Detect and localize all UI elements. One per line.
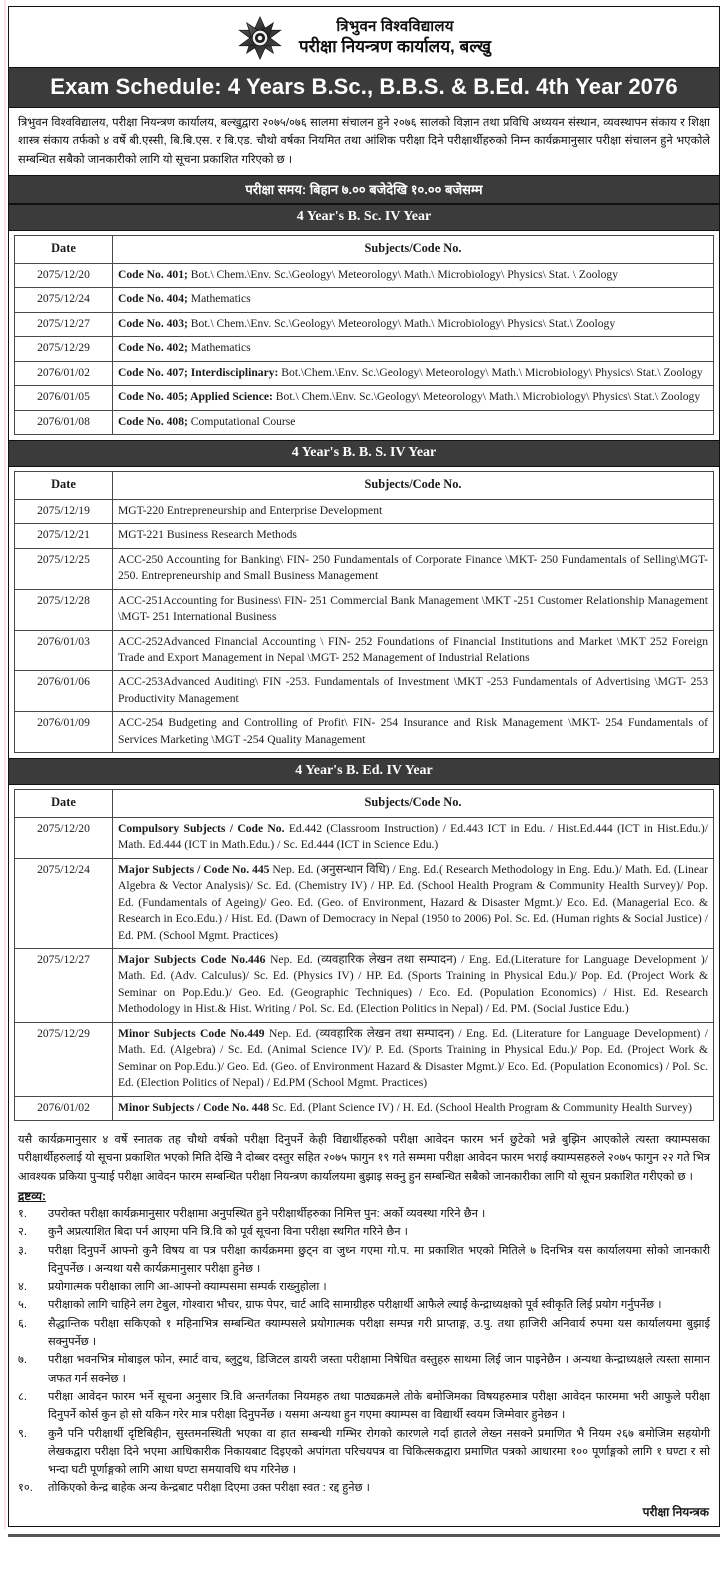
note-number: ३. xyxy=(18,1244,28,1257)
note-number: १०. xyxy=(18,1482,33,1495)
cell-date: 2075/12/28 xyxy=(15,589,113,630)
subject-code-label: Compulsory Subjects / Code No. xyxy=(118,821,285,835)
cell-date: 2076/01/03 xyxy=(15,630,113,671)
note-item xyxy=(18,1351,710,1388)
schedule-sections xyxy=(9,204,719,1126)
subject-detail-text: Mathematics xyxy=(187,341,251,355)
office-name: परीक्षा नियन्त्रण कार्यालय, बल्खु xyxy=(299,37,491,57)
subject-detail-text: Bot.\Chem.\Env. Sc.\Geology\ Meteorology\ Math.\ Microbiology\ Physics\ Stat.\ Zoology xyxy=(278,365,703,379)
note-number: ४. xyxy=(18,1281,28,1294)
note-text: सैद्धान्तिक परीक्षा सकिएको १ महिनाभित्र सम्बन्धित क्याम्पसले प्रयोगात्मक परीक्षा सम्पन्न गरी प्राप्ताङ्ग, उ.पु. तथा हाजिरी अनिवार्य रुपमा यस कार्यालयमा बुझाई सक्नुपर्नेछ । xyxy=(48,1317,710,1349)
table-row xyxy=(15,949,714,1023)
cell-subjects xyxy=(113,499,714,523)
table-row xyxy=(15,361,714,385)
note-text: परीक्षा दिनुपर्ने आफ्नो कुनै विषय वा पत्र परीक्षा कार्यक्रममा छुट्न वा जुध्न गएमा गो.प. मा प्रकाशित भएको मितिले ७ दिनभित्र यस कार्यालयमा सोको जानकारी दिनुपर्नेछ । अन्यथा यसै कार्यक्रमानुसार परीक्षा हुनेछ । xyxy=(48,1244,710,1275)
subject-detail-text: ACC-254 Budgeting and Controlling of Profit\ FIN- 254 Insurance and Risk Management \MKT- 254 Fundamentals of Services Marketing \MGT -254 Quality Management xyxy=(118,716,708,746)
subject-code-label: Code No. 401; xyxy=(118,268,188,282)
subject-code-label: Minor Subjects / Code No. 448 xyxy=(118,1100,270,1114)
cell-date: 2075/12/24 xyxy=(15,858,113,948)
note-number: १. xyxy=(18,1207,28,1220)
cell-date: 2075/12/21 xyxy=(15,524,113,548)
table-row xyxy=(15,630,714,671)
cell-date: 2076/01/02 xyxy=(15,361,113,385)
cell-date: 2075/12/24 xyxy=(15,288,113,312)
schedule-table-wrapper xyxy=(9,467,719,758)
cell-date: 2075/12/27 xyxy=(15,949,113,1023)
schedule-table-wrapper xyxy=(9,785,719,1126)
tribhuvan-star-emblem-icon xyxy=(237,15,283,61)
subject-detail-text: Bot.\ Chem.\Env. Sc.\Geology\ Meteorology\ Math.\ Microbiology\ Physics\ Stat.\ Zoology xyxy=(187,316,616,330)
note-item xyxy=(18,1278,710,1296)
note-text: परीक्षा आवेदन फारम भर्ने सूचना अनुसार त्रि.वि अन्तर्गतका नियमहरु तथा पाठ्यक्रमले तोके बमोजिमका विषयहरुमात्र परीक्षा आवेदन फारममा भरी आफुले परीक्षा दिनुपर्ने कोर्स कुन हो सो यकिन गरेर मात्र परीक्षा दिनुपर्नेछ । यसमा अन्यथा हुन गएमा क्याम्पस वा विद्यार्थी स्वयम जिम्मेवार हुनेछन । xyxy=(48,1390,710,1422)
table-header-row xyxy=(15,472,714,500)
column-header-subjects: Subjects/Code No. xyxy=(113,236,714,264)
cell-date: 2075/12/29 xyxy=(15,337,113,361)
cell-subjects xyxy=(113,589,714,630)
note-item xyxy=(18,1205,710,1223)
cell-date: 2075/12/20 xyxy=(15,264,113,288)
exam-time-banner: परीक्षा समय: बिहान ७.०० बजेदेखि १०.०० बजेसम्म xyxy=(9,175,719,204)
masthead xyxy=(9,7,719,67)
page-tail xyxy=(8,1537,720,1581)
subject-code-label: Code No. 404; xyxy=(118,292,188,306)
table-header-row xyxy=(15,236,714,264)
cell-subjects xyxy=(113,1096,714,1120)
note-number: २. xyxy=(18,1226,28,1239)
note-text: प्रयोगात्मक परीक्षाका लागि आ-आफ्नो क्याम्पसमा सम्पर्क राख्नुहोला । xyxy=(48,1281,327,1294)
notes-list xyxy=(18,1205,710,1498)
note-text: परीक्षाको लागि चाहिने लग टेबुल, गोश्वारा भौचर, ग्राफ पेपर, चार्ट आदि सामाग्रीहरु परीक्षार्थी आफैले ल्याई केन्द्राध्यक्षको पूर्व स्वीकृति लिई प्रयोग गर्नुपर्नेछ । xyxy=(48,1299,662,1312)
subject-detail-text: Nep. Ed. (व्यवहारिक लेखन तथा सम्पादन) / Eng. Ed. (Literature for Language Development) / Math. Ed. (Algebra) / Sc. Ed. (Animal Science IV)/ P. Ed. (Sports Training in Physical Edu.)/ Pop. Ed. (Project Work & Seminar on Pop.Edu.)/ Geo. Ed. (Geo. of Environment Hazard & Disaster Mgmt.)/ Eco. Ed. (Population Economics) / Pol. Sc. Ed. (Election Politics of Nepal) / Ed.PM (School Mgmt. Practices) xyxy=(118,1026,708,1090)
cell-subjects xyxy=(113,1022,714,1096)
cell-subjects xyxy=(113,630,714,671)
column-header-subjects: Subjects/Code No. xyxy=(113,472,714,500)
signature-line: परीक्षा नियन्त्रक xyxy=(642,1504,709,1519)
subject-detail-text: MGT-220 Entrepreneurship and Enterprise Development xyxy=(118,503,383,517)
cell-subjects xyxy=(113,548,714,589)
subject-detail-text: Computational Course xyxy=(187,414,296,428)
note-item xyxy=(18,1223,710,1241)
table-row xyxy=(15,858,714,948)
subject-code-label: Code No. 402; xyxy=(118,341,188,355)
subject-code-label: Code No. 408; xyxy=(118,414,188,428)
note-item xyxy=(18,1242,710,1279)
note-item xyxy=(18,1388,710,1425)
schedule-table xyxy=(14,471,714,753)
note-item xyxy=(18,1296,710,1314)
table-row xyxy=(15,386,714,410)
table-row xyxy=(15,1022,714,1096)
table-row xyxy=(15,671,714,712)
table-row xyxy=(15,337,714,361)
subject-detail-text: MGT-221 Business Research Methods xyxy=(118,528,297,542)
intro-paragraph: त्रिभुवन विश्वविद्यालय, परीक्षा नियन्त्रण कार्यालय, बल्खुद्वारा २०७५/०७६ सालमा संचालन हुने २०७६ सालको विज्ञान तथा प्रविधि अध्ययन संस्थान, व्यवस्थापन संकाय र शिक्षा शास्त्र संकाय तर्फको ४ वर्षे बी.एस्सी, बि.बि.एस. र बि.एड. चौथो वर्षका नियमित तथा आंशिक परीक्षा दिने परीक्षार्थीहरुको निम्न कार्यक्रमानुसार परीक्षा संचालन हुने भएकोले सम्बन्धित सबैको जानकारीको लागि यो सूचना प्रकाशित गरिएको छ । xyxy=(18,117,710,166)
subject-detail-text: Mathematics xyxy=(187,292,251,306)
footer-notes xyxy=(9,1126,719,1500)
subject-code-label: Code No. 403; xyxy=(118,316,188,330)
subject-detail-text: Nep. Ed. (व्यवहारिक लेखन तथा सम्पादन) / Eng. Ed.(Literature for Language Development )/ Math. Ed. (Adv. Calculus)/ Sc. Ed. (Physics IV) / HP. Ed. (Sports Training in Physical Edu.)/ Pop. Ed. (Project Work & Seminar on Pop.Edu.)/ Geo. Ed. (Geographic Techniques) / Eco. Ed. (Population Economics) / Hist. Ed. Research Methodology in Hist.& Hist. Writing / Pol. Sc. Ed. (Election Politics in Nepal) / Ed. PM. (Social Justice Edu.) xyxy=(118,953,709,1016)
cell-date: 2075/12/29 xyxy=(15,1022,113,1096)
cell-subjects xyxy=(113,386,714,410)
note-item xyxy=(18,1425,710,1480)
subject-code-label: Major Subjects Code No.446 xyxy=(118,953,266,967)
table-row xyxy=(15,524,714,548)
note-number: ६. xyxy=(18,1317,28,1330)
schedule-table xyxy=(14,235,714,435)
cell-subjects xyxy=(113,524,714,548)
cell-subjects xyxy=(113,671,714,712)
section-title-bar: 4 Year's B. B. S. IV Year xyxy=(9,440,719,467)
cell-subjects xyxy=(113,817,714,858)
cell-subjects xyxy=(113,361,714,385)
table-row xyxy=(15,548,714,589)
cell-date: 2075/12/25 xyxy=(15,548,113,589)
table-row xyxy=(15,264,714,288)
section-title-bar: 4 Year's B. Ed. IV Year xyxy=(9,758,719,785)
cell-date: 2075/12/20 xyxy=(15,817,113,858)
table-row xyxy=(15,1096,714,1120)
table-row xyxy=(15,499,714,523)
note-number: ७. xyxy=(18,1354,28,1367)
note-number: ५. xyxy=(18,1299,28,1312)
column-header-date: Date xyxy=(15,236,113,264)
table-header-row xyxy=(15,790,714,818)
subject-detail-text: ACC-250 Accounting for Banking\ FIN- 250 Fundamentals of Corporate Finance \MKT- 250 Fundamentals of Selling\MGT- 250. Entrepreneurship and Small Business Management xyxy=(118,552,708,583)
notice-sheet xyxy=(8,6,720,1527)
table-row xyxy=(15,312,714,336)
cell-date: 2076/01/09 xyxy=(15,712,113,753)
table-row xyxy=(15,712,714,753)
table-row xyxy=(15,410,714,434)
column-header-subjects: Subjects/Code No. xyxy=(113,790,714,818)
note-item xyxy=(18,1479,710,1497)
subject-detail-text: Bot.\ Chem.\Env. Sc.\Geology\ Meteorology\ Math.\ Microbiology\ Physics\ Stat. \ Zoology xyxy=(187,268,619,282)
note-number: ९. xyxy=(18,1427,28,1440)
subject-code-label: Minor Subjects Code No.449 xyxy=(118,1026,265,1040)
cell-date: 2076/01/06 xyxy=(15,671,113,712)
cell-date: 2075/12/27 xyxy=(15,312,113,336)
column-header-date: Date xyxy=(15,472,113,500)
note-text: तोकिएको केन्द्र बाहेक अन्य केन्द्रबाट परीक्षा दिएमा उक्त परीक्षा स्वत : रद्द हुनेछ । xyxy=(48,1482,370,1495)
column-header-date: Date xyxy=(15,790,113,818)
note-number: ८. xyxy=(18,1390,28,1403)
cell-subjects xyxy=(113,312,714,336)
schedule-table-wrapper xyxy=(9,231,719,440)
note-text: कुनै पनि परीक्षार्थी दृष्टिबिहीन, सुस्तमनस्थिती भएका वा हात सम्बन्धी गम्भिर रोगको कारणले गर्दा हातले लेख्न नसक्ने प्रमाणित भै नियम २६७ बमोजिम सहयोगी लेखकद्वारा परीक्षा दिने भएमा आधिकारीक निकायबाट दिइएको अपांगता परिचयपत्र वा चिकित्सकद्वारा प्रमाणित पत्रको आधारमा १०० पूर्णाङ्गको लागि १ घण्टा र सो भन्दा घटी पूर्णाङ्गको लागि आधा घण्टा समयावधि थप गरिनेछ । xyxy=(48,1427,710,1477)
cell-subjects xyxy=(113,337,714,361)
subject-detail-text: Bot.\ Chem.\Env. Sc.\Geology\ Meteorology\ Math.\ Microbiology\ Physics\ Stat.\ Zoology xyxy=(272,390,701,404)
cell-subjects xyxy=(113,264,714,288)
cell-date: 2075/12/19 xyxy=(15,499,113,523)
cell-date: 2076/01/08 xyxy=(15,410,113,434)
cell-subjects xyxy=(113,949,714,1023)
cell-subjects xyxy=(113,858,714,948)
schedule-table xyxy=(14,789,714,1121)
cell-subjects xyxy=(113,288,714,312)
page-title: Exam Schedule: 4 Years B.Sc., B.B.S. & B.Ed. 4th Year 2076 xyxy=(9,67,719,108)
note-text: परीक्षा भवनभित्र मोबाइल फोन, स्मार्ट वाच, ब्लुटुथ, डिजिटल डायरी जस्ता परीक्षामा निषेधित वस्तुहरु साथमा लिई जान पाइनेछैन । अन्यथा केन्द्राध्यक्षले त्यस्ता सामान जफत गर्न सक्नेछ । xyxy=(48,1354,710,1385)
organization-name xyxy=(299,18,491,59)
cell-subjects xyxy=(113,410,714,434)
note-item xyxy=(18,1315,710,1352)
university-name: त्रिभुवन विश्वविद्यालय xyxy=(336,17,454,35)
table-row xyxy=(15,817,714,858)
subject-detail-text: Sc. Ed. (Plant Science IV) / H. Ed. (School Health Program & Community Health Survey) xyxy=(269,1100,692,1114)
cell-date: 2076/01/02 xyxy=(15,1096,113,1120)
subject-detail-text: ACC-252Advanced Financial Accounting \ FIN- 252 Foundations of Financial Institutions and Market \MKT 252 Foreign Trade and Export Management in Nepal \MGT- 252 Management of Industrial Relations xyxy=(118,634,708,664)
table-row xyxy=(15,589,714,630)
notes-heading: द्रष्टव्य: xyxy=(18,1188,46,1203)
note-text: उपरोक्त परीक्षा कार्यक्रमानुसार परीक्षामा अनुपस्थित हुने परीक्षार्थीहरुका निमित्त पुन: अर्को व्यवस्था गरिने छैन । xyxy=(48,1207,486,1220)
section-title-bar: 4 Year's B. Sc. IV Year xyxy=(9,204,719,231)
note-text: कुनै अप्रत्याशित बिदा पर्न आएमा पनि त्रि.वि को पूर्व सूचना विना परीक्षा स्थगित गरिने छैन । xyxy=(48,1226,408,1239)
closing-paragraph: यसै कार्यक्रमानुसार ४ वर्षे स्नातक तह चौथो वर्षको परीक्षा दिनुपर्ने केही विद्यार्थीहरुको परीक्षा आवेदन फारम भर्न छुटेको भन्ने बुझिन आएकोले त्यस्ता क्याम्पसका परीक्षार्थीहरुलाई यो सूचना प्रकाशित भएको मिति देखि नै दोब्बर दस्तुर सहित २०७५ फागुन १९ गते सम्ममा परीक्षा आवेदन फारम भराई क्याम्पसहरुले २०७५ फागुन २२ गते भित्र आवश्यक प्रकिया पुर्‍याई परीक्षा आवेदन फारम सम्बन्धित परीक्षा नियन्त्रण कार्यालयमा बुझाइ सक्नु हुन सम्बन्धित सबैको जानकारीका लागि यो सूचन प्रकाशित गरीएको छ । xyxy=(18,1134,710,1183)
subject-detail-text: ACC-253Advanced Auditing\ FIN -253. Fundamentals of Investment \MKT -253 Fundamentals of Advertising \MGT- 253 Productivity Management xyxy=(118,675,708,705)
subject-detail-text: ACC-251Accounting for Business\ FIN- 251 Commercial Bank Management \MKT -251 Customer Relationship Management \MGT- 251 International Business xyxy=(118,593,708,624)
subject-code-label: Code No. 405; Applied Science: xyxy=(118,390,273,404)
cell-date: 2076/01/05 xyxy=(15,386,113,410)
subject-code-label: Major Subjects / Code No. 445 xyxy=(118,862,270,876)
table-row xyxy=(15,288,714,312)
cell-subjects xyxy=(113,712,714,753)
subject-detail-text: Ed.442 (Classroom Instruction) / Ed.443 ICT in Edu. / Hist.Ed.444 (ICT in Hist.Edu.)/ Math. Ed.444 (ICT in Math.Edu.) / Sc. Ed.444 (ICT in Science Edu.) xyxy=(118,821,708,852)
subject-code-label: Code No. 407; Interdisciplinary: xyxy=(118,365,279,379)
subject-detail-text: Nep. Ed. (अनुसन्धान विधि) / Eng. Ed.( Research Methodology in Eng. Edu.)/ Math. Ed. (Linear Algebra & Vector Analysis)/ Sc. Ed. (Chemistry IV) / HP. Ed. (School Health Program & Community Health Survey)/ Pop. Ed. (Fundamentals of Ageing)/ Geo. Ed. (Geo. of Environment, Hazard & Disaster Mgmt.)/ Eco. Ed. (Managerial Eco. & Research in Eco.Edu.) / Hist. Ed. (Dawn of Democracy in Nepal (1950 to 2006) Pol. Sc. Ed. (Human rights & Social Justice) / Ed. PM. (School Mgmt. Practices) xyxy=(118,862,709,942)
